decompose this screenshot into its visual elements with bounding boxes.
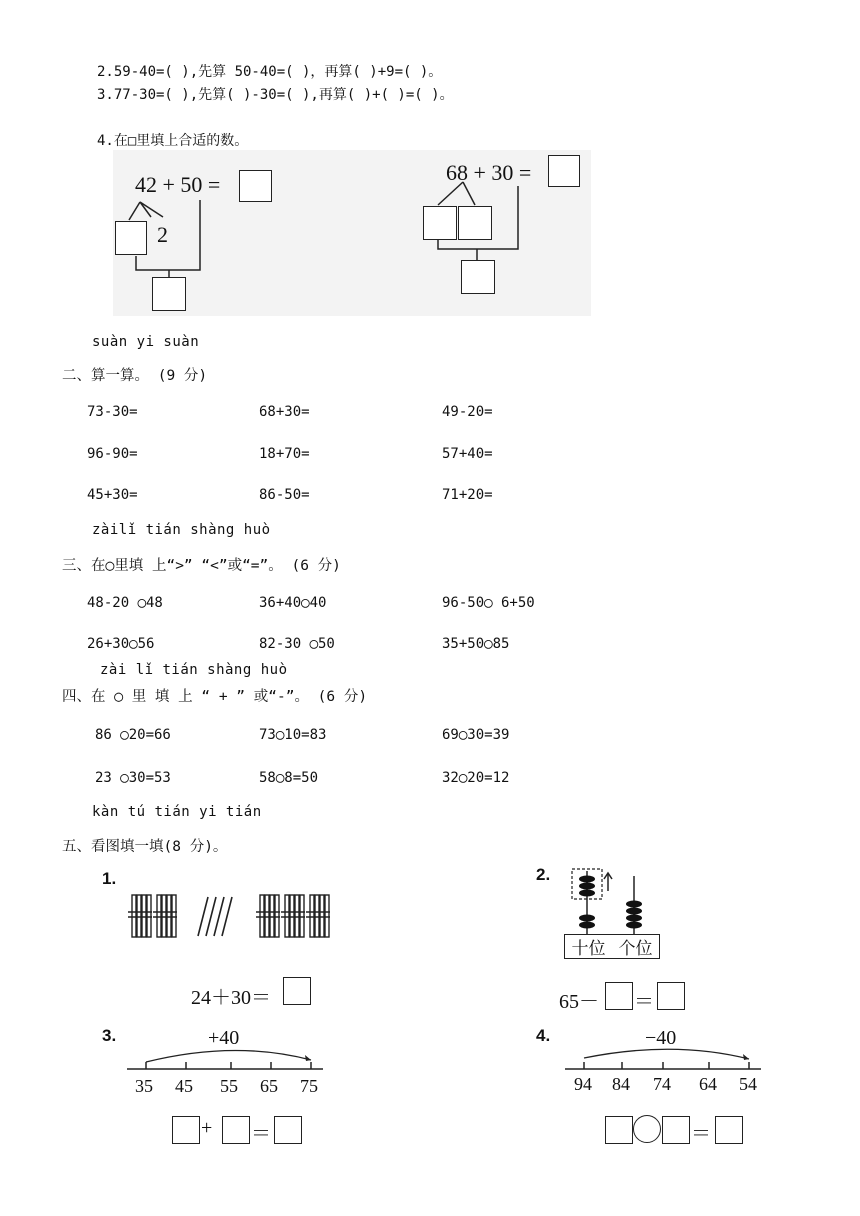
s2-problem: 86-50= xyxy=(259,487,310,503)
problem-3-equals: ＝ xyxy=(251,1123,271,1145)
tick-label: 54 xyxy=(739,1074,757,1094)
problem-2-answer-box[interactable] xyxy=(657,982,685,1010)
s4-problem: 23 ◯30=53 xyxy=(95,770,171,786)
s2-problem: 57+40= xyxy=(442,446,493,462)
problem-2-number: 2. xyxy=(536,865,551,884)
section4-title: 四、在 ◯ 里 填 上 “ + ” 或“-”。 (6 分) xyxy=(62,689,368,705)
section2-title: 二、算一算。 (9 分) xyxy=(62,368,208,384)
q4-left-result-box[interactable] xyxy=(152,277,186,311)
problem-4-operator-circle[interactable] xyxy=(633,1115,661,1143)
problem-4-number-line xyxy=(563,1042,763,1076)
tick-label: 65 xyxy=(260,1076,278,1096)
tick-label: 74 xyxy=(653,1074,671,1094)
q4-right-tens-box[interactable] xyxy=(423,206,457,240)
problem-4-box-1[interactable] xyxy=(605,1116,633,1144)
tick-label: 55 xyxy=(220,1076,238,1096)
abacus-place-labels xyxy=(564,934,660,959)
s4-problem: 69◯30=39 xyxy=(442,727,510,743)
problem-1-number: 1. xyxy=(102,869,117,888)
problem-4-jump-label: −40 xyxy=(645,1027,677,1049)
section3-pinyin: zàilǐ tián shàng huò xyxy=(92,522,271,538)
problem-4-answer-box[interactable] xyxy=(715,1116,743,1144)
q4-left-tens-box[interactable] xyxy=(115,221,147,255)
s2-problem: 68+30= xyxy=(259,404,310,420)
problem-2-equation-start: 65－ xyxy=(559,991,599,1013)
problem-3-number-line xyxy=(125,1042,325,1076)
problem-3-answer-box[interactable] xyxy=(274,1116,302,1144)
tens-label: 十位 xyxy=(571,939,606,959)
s3-problem: 96-50◯ 6+50 xyxy=(442,595,535,611)
tick-label: 64 xyxy=(699,1074,717,1094)
s2-problem: 71+20= xyxy=(442,487,493,503)
tick-label: 75 xyxy=(300,1076,318,1096)
problem-3-box-2[interactable] xyxy=(222,1116,250,1144)
question-2-line: 2.59-40=( ),先算 50-40=( )，再算( )+9=( )。 xyxy=(97,64,443,80)
q4-right-expression: 68 + 30 = xyxy=(446,160,532,185)
problem-3-number: 3. xyxy=(102,1026,117,1045)
section4-pinyin: zài lǐ tián shàng huò xyxy=(100,662,288,678)
q4-right-answer-box[interactable] xyxy=(548,155,580,187)
s3-problem: 82-30 ◯50 xyxy=(259,636,335,652)
s2-problem: 45+30= xyxy=(87,487,138,503)
s3-problem: 35+50◯85 xyxy=(442,636,510,652)
s2-problem: 18+70= xyxy=(259,446,310,462)
abacus-figure xyxy=(562,866,672,938)
tick-label: 45 xyxy=(175,1076,193,1096)
s3-problem: 48-20 ◯48 xyxy=(87,595,163,611)
problem-2-equals: ＝ xyxy=(634,991,654,1013)
problem-4-equals: ＝ xyxy=(691,1123,711,1145)
section5-title: 五、看图填一填(8 分)。 xyxy=(62,839,228,855)
s4-problem: 73◯10=83 xyxy=(259,727,327,743)
q4-left-split-digit: 2 xyxy=(157,222,168,247)
tick-label: 94 xyxy=(574,1074,592,1094)
counting-sticks-bundles xyxy=(128,892,340,942)
s4-problem: 86 ◯20=66 xyxy=(95,727,171,743)
q4-right-ones-box[interactable] xyxy=(458,206,492,240)
problem-4-box-2[interactable] xyxy=(662,1116,690,1144)
problem-1-equation: 24＋30＝ xyxy=(191,987,271,1009)
problem-1-answer-box[interactable] xyxy=(283,977,311,1005)
problem-2-subtrahend-box[interactable] xyxy=(605,982,633,1010)
question-3-line: 3.77-30=( ),先算( )-30=( ),再算( )+( )=( )。 xyxy=(97,87,454,103)
section5-pinyin: kàn tú tián yi tián xyxy=(92,804,262,820)
tick-label: 35 xyxy=(135,1076,153,1096)
s2-problem: 73-30= xyxy=(87,404,138,420)
s4-problem: 58◯8=50 xyxy=(259,770,319,786)
s4-problem: 32◯20=12 xyxy=(442,770,510,786)
section2-pinyin: suàn yi suàn xyxy=(92,334,200,350)
q4-left-expression: 42 + 50 = xyxy=(135,172,221,197)
ones-label: 个位 xyxy=(618,939,653,959)
problem-4-number: 4. xyxy=(536,1026,551,1045)
question-4-instruction: 4.在□里填上合适的数。 xyxy=(97,133,249,149)
s2-problem: 96-90= xyxy=(87,446,138,462)
problem-3-box-1[interactable] xyxy=(172,1116,200,1144)
problem-3-plus: + xyxy=(201,1117,213,1139)
problem-3-jump-label: +40 xyxy=(208,1027,240,1049)
tick-label: 84 xyxy=(612,1074,630,1094)
s3-problem: 36+40◯40 xyxy=(259,595,327,611)
s2-problem: 49-20= xyxy=(442,404,493,420)
section3-title: 三、在◯里填 上“>” “<”或“=”。 (6 分) xyxy=(62,558,341,574)
s3-problem: 26+30◯56 xyxy=(87,636,155,652)
q4-right-result-box[interactable] xyxy=(461,260,495,294)
